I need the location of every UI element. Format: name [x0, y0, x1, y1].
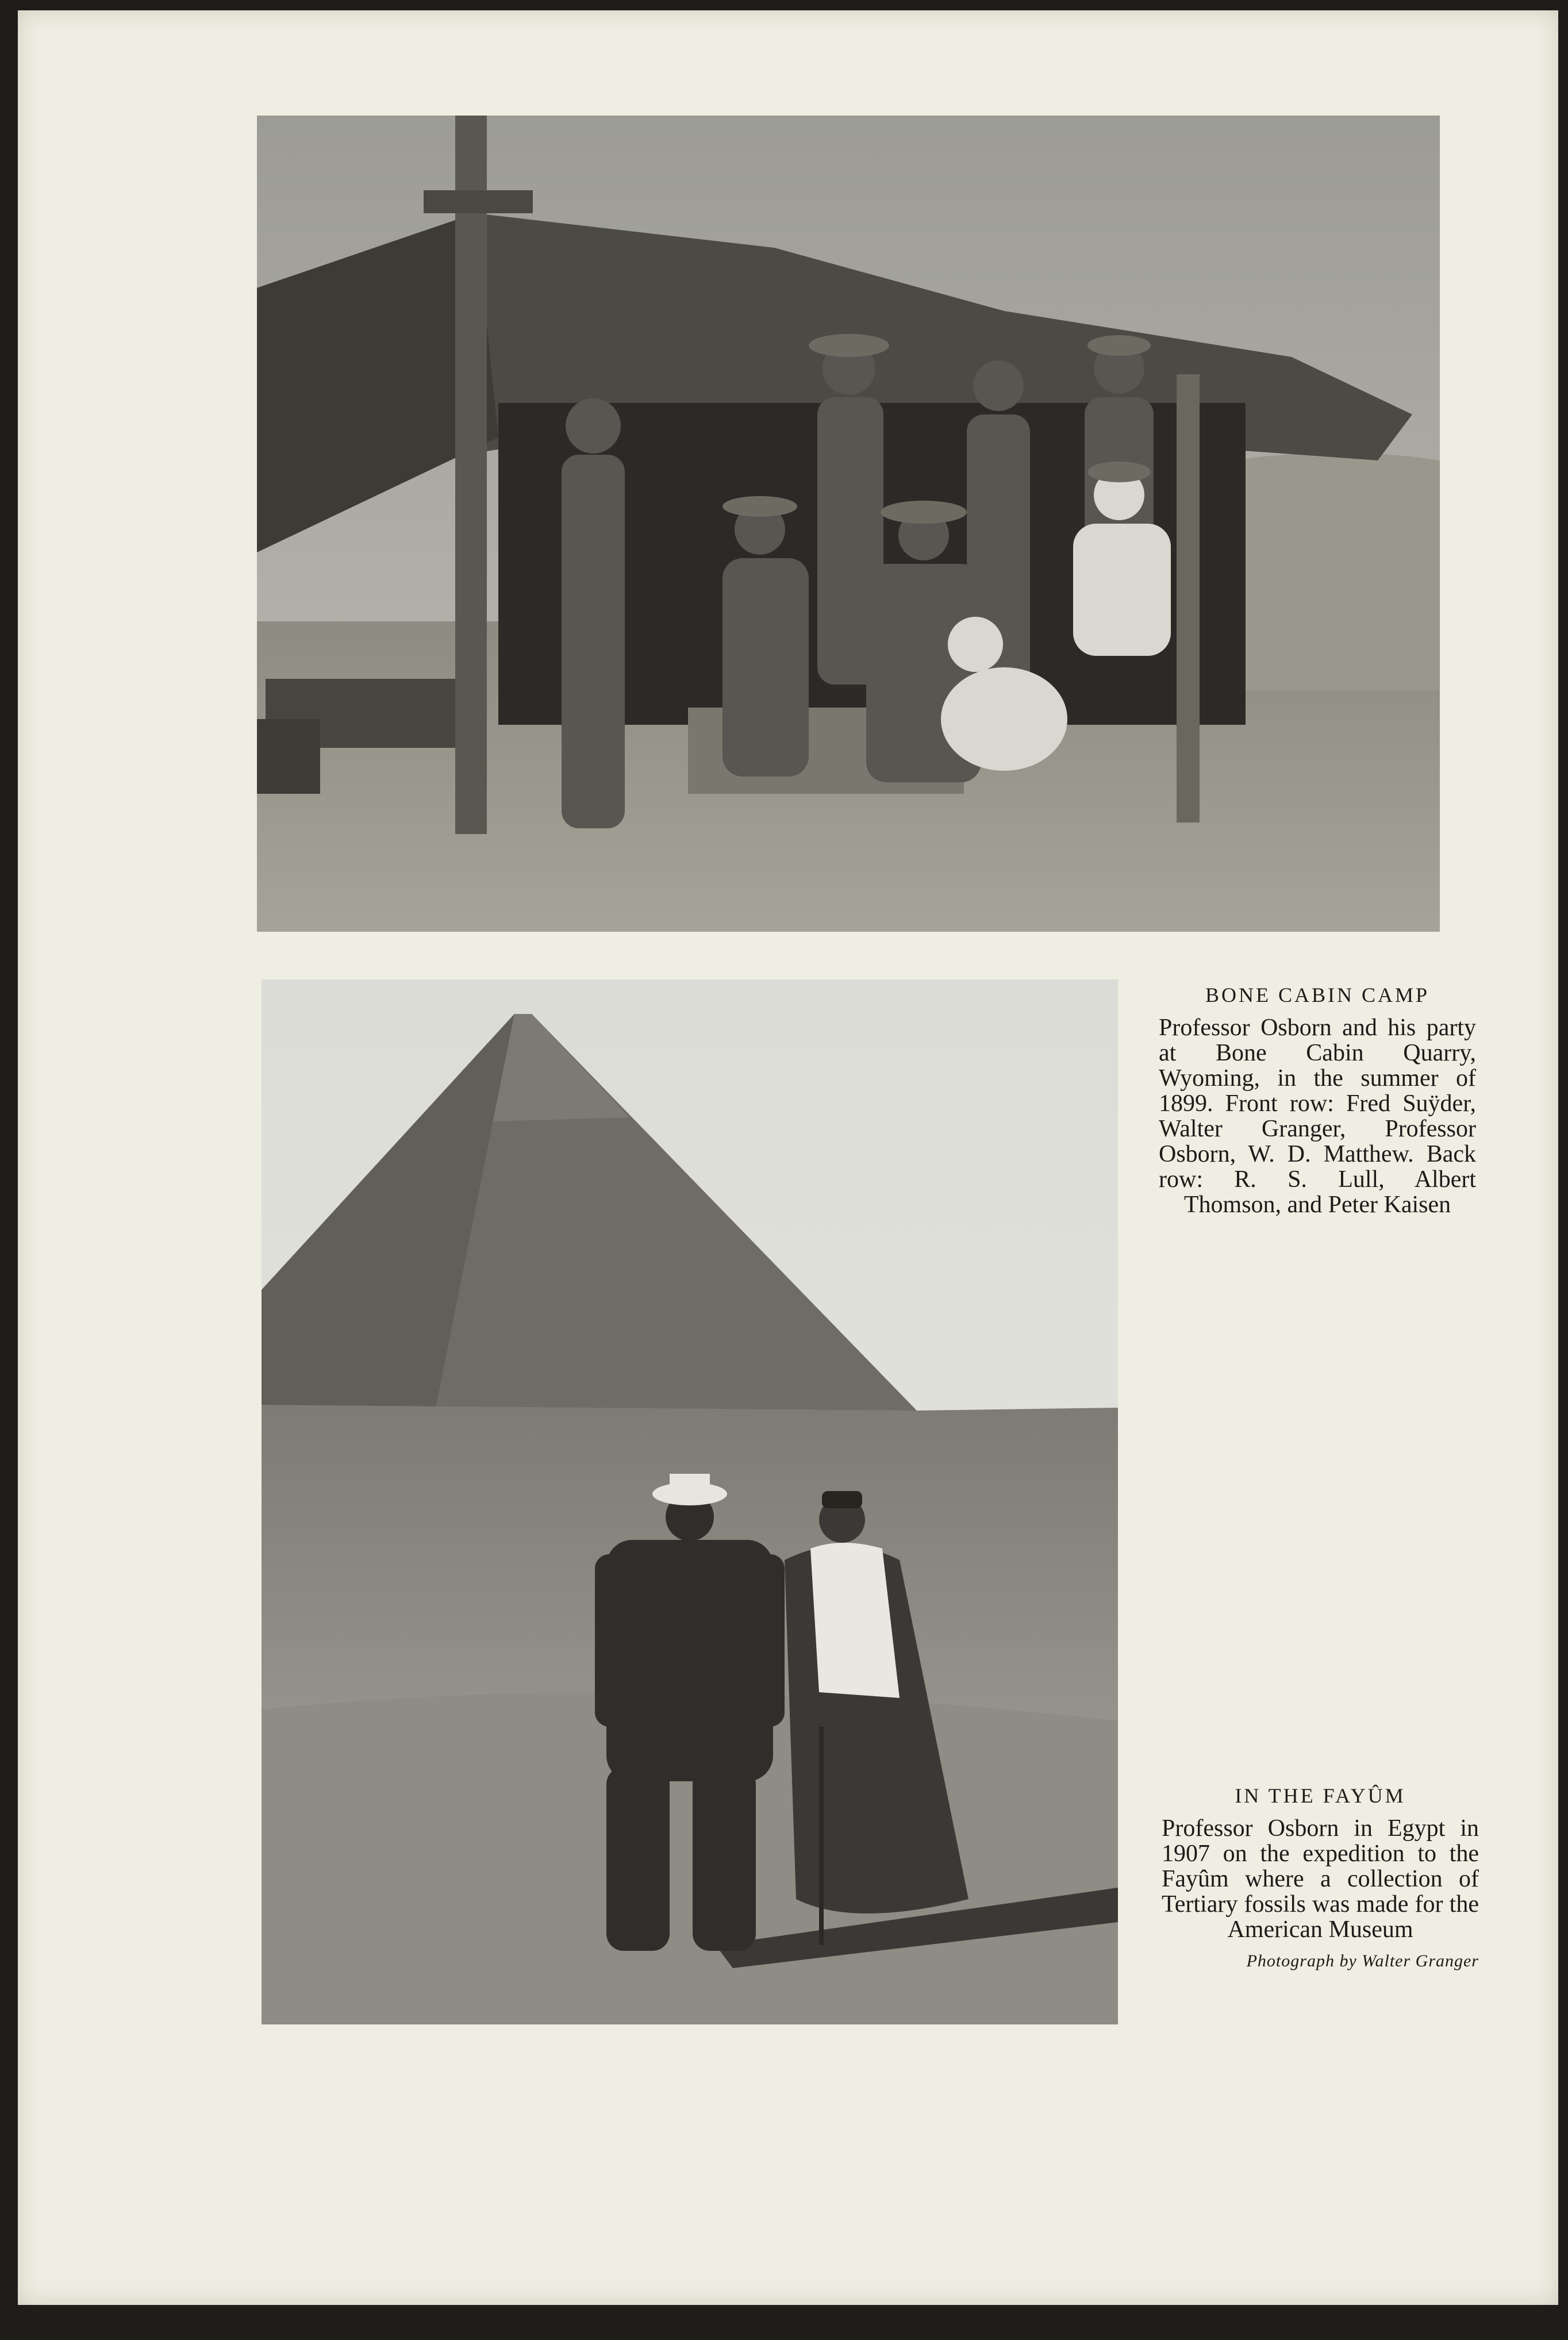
bone-cabin-caption-title: BONE CABIN CAMP	[1205, 983, 1430, 1006]
pyramid-photo-illustration	[262, 979, 1118, 2024]
fayum-caption	[1162, 1784, 1479, 1971]
bone-cabin-caption	[1159, 983, 1476, 1217]
photo-credit: Photograph by Walter Granger	[1246, 1951, 1479, 1970]
fayum-pyramid-photo	[262, 979, 1118, 2024]
fayum-caption-title: IN THE FAYÛM	[1235, 1784, 1406, 1807]
bone-cabin-camp-photo	[257, 116, 1440, 932]
fayum-caption-body: Professor Osborn in Egypt in 1907 on the expedition to the Fayûm where a collection of Tertiary fossils was made for the American Museum	[1162, 1815, 1479, 1943]
bone-cabin-caption-body: Professor Osborn and his party at Bone Cabin Quarry, Wyoming, in the summer of 1899. Front row: Fred Suÿder, Walter Granger, Professor Osborn, W. D. Matthew. Back row: R. S. Lull, Albert Thomson, and Peter Kaisen	[1159, 1015, 1476, 1218]
camp-photo-illustration	[257, 116, 1440, 932]
document-page	[18, 10, 1558, 2305]
